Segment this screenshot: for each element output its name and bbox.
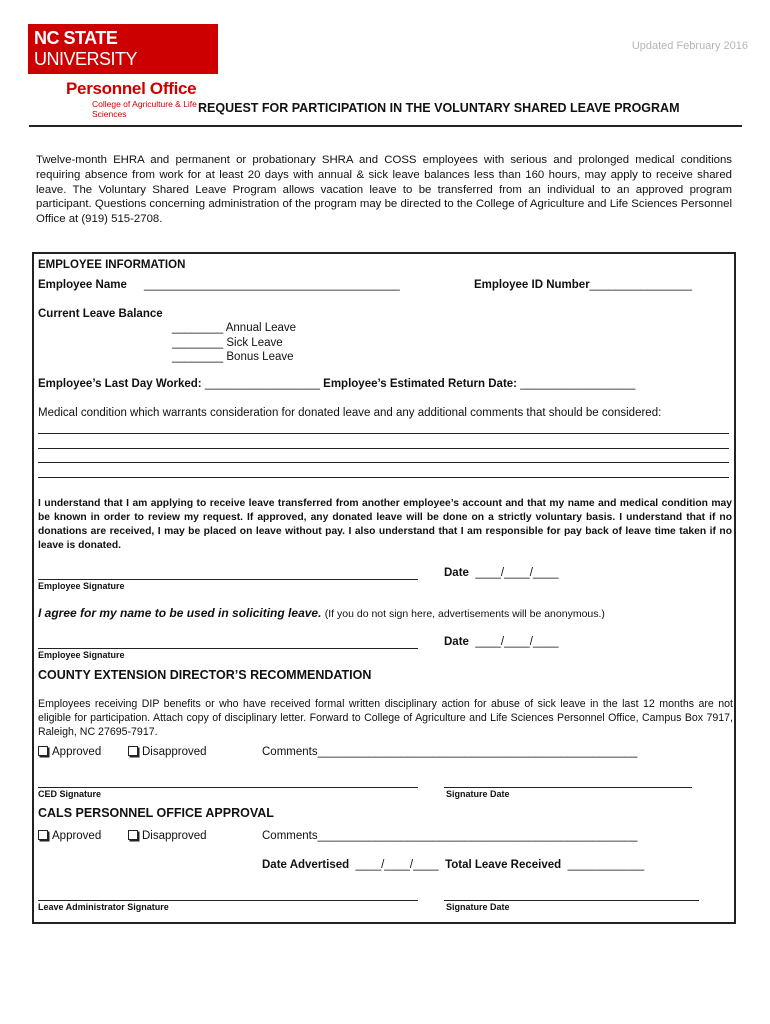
- county-approved-checkbox[interactable]: [38, 746, 48, 756]
- employee-id-label-text: Employee ID Number: [474, 279, 590, 291]
- ced-signature-line[interactable]: [38, 787, 418, 788]
- medical-line-2[interactable]: [38, 448, 729, 449]
- county-section-title: COUNTY EXTENSION DIRECTOR’S RECOMMENDATION: [38, 668, 372, 682]
- bonus-leave-field[interactable]: ________: [172, 351, 224, 363]
- county-disapproved-checkbox[interactable]: [128, 746, 138, 756]
- county-comments-label: Comments: [262, 746, 318, 758]
- total-leave-label: Total Leave Received: [445, 859, 562, 871]
- admin-signature-date-line[interactable]: [444, 900, 699, 901]
- date-advertised-row: [262, 859, 644, 871]
- logo-college: College of Agriculture & Life Sciences: [92, 99, 197, 119]
- employee-signature2-label: Employee Signature: [38, 650, 125, 660]
- logo-office: Personnel Office: [66, 79, 197, 98]
- intro-paragraph: Twelve-month EHRA and permanent or probationary SHRA and COSS employees with serious and prolonged medical conditions requiring absence from work for at least 20 days with annual & sick leave balances less than 160 hours, may apply to receive shared leave. The Voluntary Shared Leave Program allows vacation leave to be transferred from an individual to an approved program participant. Questions concerning administration of the program may be directed to the College of Agriculture and Life Sciences Personnel Office at (919) 515-2708.: [36, 154, 732, 226]
- cals-comments-row: [262, 830, 637, 842]
- county-approved-label: Approved: [52, 746, 102, 758]
- cals-approved-label: Approved: [52, 830, 102, 842]
- county-comments-field[interactable]: __________________________________________________: [317, 746, 638, 758]
- county-disapproved-option[interactable]: [128, 746, 207, 758]
- title-divider: [29, 125, 742, 127]
- county-approved-option[interactable]: [38, 746, 101, 758]
- employee-date2-label: Date: [444, 636, 469, 648]
- medical-line-4[interactable]: [38, 477, 729, 478]
- return-date-label: Employee’s Estimated Return Date:: [323, 378, 518, 390]
- ced-signature-date-label: Signature Date: [446, 789, 510, 799]
- annual-leave-field[interactable]: ________: [172, 322, 224, 334]
- page-title: REQUEST FOR PARTICIPATION IN THE VOLUNTARY SHARED LEAVE PROGRAM: [198, 101, 680, 115]
- admin-signature-date-label: Signature Date: [446, 902, 510, 912]
- cals-section-title: CALS PERSONNEL OFFICE APPROVAL: [38, 806, 274, 820]
- county-disapproved-label: Disapproved: [142, 746, 207, 758]
- employee-date-label: Date: [444, 567, 469, 579]
- employee-name-label: Employee Name: [38, 279, 127, 291]
- last-day-row: [38, 378, 635, 390]
- sick-leave-row: [172, 337, 283, 349]
- employee-id-label: [474, 279, 692, 291]
- employee-signature2-line[interactable]: [38, 648, 418, 649]
- employee-signature-line[interactable]: [38, 579, 418, 580]
- last-day-label: Employee’s Last Day Worked:: [38, 378, 202, 390]
- return-date-field[interactable]: __________________: [520, 378, 636, 390]
- date-advertised-field[interactable]: ____/____/____: [355, 859, 439, 871]
- employee-date-field[interactable]: ____/____/____: [475, 567, 559, 579]
- sick-leave-field[interactable]: ________: [172, 337, 224, 349]
- admin-signature-line[interactable]: [38, 900, 418, 901]
- last-day-field[interactable]: __________________: [204, 378, 320, 390]
- employee-id-field[interactable]: ________________: [589, 279, 693, 291]
- understand-statement: I understand that I am applying to receive leave transferred from another employee’s account and that my name and medical condition may be known in order to review my request. If approved, any donated leave will be done on a strictly voluntary basis. I understand that if no donations are received, I may be placed on leave without pay. I also understand that I am responsible for pay back of leave time taken if no leave is donated.: [38, 498, 732, 551]
- agree-statement: I agree for my name to be used in soliciting leave.: [38, 606, 322, 620]
- date-advertised-label: Date Advertised: [262, 859, 350, 871]
- total-leave-field[interactable]: ____________: [567, 859, 645, 871]
- cals-disapproved-label: Disapproved: [142, 830, 207, 842]
- leave-balance-label: Current Leave Balance: [38, 308, 163, 320]
- logo-university: UNIVERSITY: [34, 49, 138, 69]
- cals-comments-field[interactable]: __________________________________________________: [317, 830, 638, 842]
- updated-date: Updated February 2016: [631, 40, 748, 52]
- agree-note: (If you do not sign here, advertisements will be anonymous.): [324, 608, 605, 620]
- bonus-leave-row: [172, 351, 294, 363]
- employee-date2-field[interactable]: ____/____/____: [475, 636, 559, 648]
- ced-signature-date-line[interactable]: [444, 787, 692, 788]
- county-eligibility-text: Employees receiving DIP benefits or who have received formal written disciplinary action for abuse of sick leave in the last 12 months are not eligible for participation. Attach copy of disciplinary letter. Forward to College of Agriculture and Life Sciences Personnel Office, Campus Box 7917, Raleigh, NC 27695-7917.: [38, 698, 733, 738]
- agree-row: [38, 606, 605, 620]
- county-comments-row: [262, 746, 637, 758]
- cals-approved-option[interactable]: [38, 830, 101, 842]
- cals-comments-label: Comments: [262, 830, 318, 842]
- ced-signature-label: CED Signature: [38, 789, 102, 799]
- bonus-leave-label: Bonus Leave: [226, 351, 294, 363]
- logo-wordmark: [28, 24, 218, 74]
- annual-leave-row: [172, 322, 296, 334]
- logo-nc-state: NC STATE: [34, 28, 118, 48]
- employee-name-field[interactable]: ________________________________________: [144, 279, 400, 291]
- employee-section-title: EMPLOYEE INFORMATION: [38, 259, 186, 271]
- medical-line-1[interactable]: [38, 433, 729, 434]
- admin-signature-label: Leave Administrator Signature: [38, 902, 169, 912]
- medical-condition-label: Medical condition which warrants consideration for donated leave and any additional comments that should be considered:: [38, 407, 662, 419]
- employee-signature-label: Employee Signature: [38, 581, 125, 591]
- sick-leave-label: Sick Leave: [226, 337, 283, 349]
- employee-date2-row: [444, 636, 558, 648]
- medical-line-3[interactable]: [38, 462, 729, 463]
- cals-approved-checkbox[interactable]: [38, 830, 48, 840]
- request-form: [32, 252, 736, 924]
- employee-date-row: [444, 567, 558, 579]
- cals-disapproved-option[interactable]: [128, 830, 207, 842]
- ncsu-logo: [28, 24, 218, 119]
- annual-leave-label: Annual Leave: [225, 322, 297, 334]
- cals-disapproved-checkbox[interactable]: [128, 830, 138, 840]
